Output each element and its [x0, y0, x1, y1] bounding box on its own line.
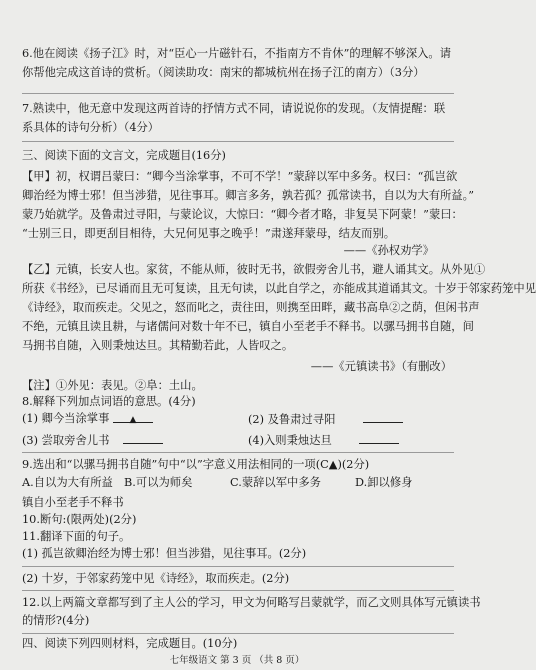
q8-answer-blank[interactable]	[359, 432, 399, 444]
q8-title: 8.解释下列加点词语的意思。(4分)	[22, 395, 196, 408]
q9-option-a: A.自以为大有所益	[22, 476, 113, 489]
divider	[22, 590, 454, 591]
q8-answer-blank[interactable]	[363, 411, 403, 423]
q12-line1: 12.以上两篇文章都写到了主人公的学习，甲文为何略写吕蒙就学，而乙文则具体写元镇读书	[22, 596, 481, 609]
q10-note-line: 镇自小至老手不释书	[22, 496, 124, 509]
jia-line: “士别三日，即更刮目相待，大兄何见事之晚乎！”肃遂拜蒙母，结友而别。	[22, 227, 396, 240]
jia-source: ——《孙权劝学》	[343, 244, 434, 257]
q11-title: 11.翻译下面的句子。	[22, 530, 131, 543]
divider	[22, 633, 454, 634]
q7-line1: 7.熟读中，他无意中发现这两首诗的抒情方式不同，请说说你的发现。（友情提醒：联	[22, 102, 446, 115]
q8-item1	[22, 411, 153, 427]
divider	[22, 141, 454, 142]
yi-line: 不绝，元镇且读且耕，与诸儒问对数十年不已，镇自小至老手不释书。以骡马拥书自随，间	[22, 320, 474, 333]
q9-option-d: D.卸以修身	[355, 476, 413, 489]
yi-line: 所获《书经》，已尽诵而且无可复读，且无句读，以此自学之，亦能成其道诵其文。十岁于邻家药笼中见	[22, 282, 536, 295]
q8-item3-text: (3) 尝取旁舍儿书	[22, 434, 110, 447]
jia-line: 【甲】初，权谓吕蒙曰：“卿今当涂掌事，不可不学！”蒙辞以军中多务。权曰：“孤岂欲	[22, 170, 458, 183]
yi-source: ——《元镇读书》（有删改）	[310, 360, 452, 373]
divider	[22, 566, 454, 567]
q9-option-c: C.蒙辞以军中多务	[230, 476, 321, 489]
q8-answer-blank[interactable]: ▲	[113, 411, 153, 423]
q8-item2-text: (2) 及鲁肃过寻阳	[248, 413, 336, 426]
q9-title: 9.选出和“以骡马拥书自随”句中“以”字意义用法相同的一项(C▲)(2分)	[22, 458, 370, 471]
q8-item2	[248, 411, 403, 428]
q11-item2: (2) 十岁，于邻家药笼中见《诗经》，取而疾走。(2分)	[22, 572, 290, 585]
q9-option-b: B.可以为师矣	[124, 476, 193, 489]
divider	[22, 452, 454, 453]
q7-line2: 系具体的诗句分析）（4分）	[22, 121, 160, 134]
q8-item4	[248, 432, 399, 449]
page-footer: 七年级语文 第 3 页 （共 8 页）	[169, 655, 305, 666]
yi-line: 《诗经》，取而疾走。父见之，怒而叱之，责往田，则携至田畔，藏书高阜②之荫，但闲书声	[22, 301, 480, 314]
yi-line: 【乙】元镇，长安人也。家贫，不能从师，彼时无书，欲假旁舍儿书，避人诵其文。从外见①	[22, 263, 486, 276]
q6-line1: 6.他在阅读《扬子江》时，对“臣心一片磁针石，不指南方不肯休”的理解不够深入。请	[22, 47, 452, 60]
q8-answer-blank[interactable]	[123, 432, 163, 444]
jia-line: 卿治经为博士邪！但当涉猎，见往事耳。卿言多务，孰若孤？孤常读书，自以为大有所益。”	[22, 189, 475, 202]
section4-title: 四、阅读下列四则材料，完成题目。(10分)	[22, 637, 238, 650]
q11-item1: (1) 孤岂欲卿治经为博士邪！但当涉猎，见往事耳。(2分)	[22, 547, 307, 560]
annotation-note: 【注】①外见：表见。②阜：土山。	[22, 379, 203, 392]
q8-item1-text: (1) 卿今当涂掌事	[22, 412, 110, 425]
q8-item3	[22, 432, 163, 449]
section3-title: 三、阅读下面的文言文，完成题目(16分)	[22, 149, 226, 162]
q6-line2: 你帮他完成这首诗的赏析。（阅读助攻：南宋的都城杭州在扬子江的南方）（3分）	[22, 66, 425, 79]
q8-item4-text: (4)入则秉烛达旦	[248, 434, 332, 447]
divider	[22, 93, 454, 94]
q10-title: 10.断句:(限两处)(2分)	[22, 513, 137, 526]
q12-line2: 的情形?(4分)	[22, 614, 90, 627]
yi-line: 马拥书自随，入则秉烛达旦。其精勤若此，人皆叹之。	[22, 339, 294, 352]
jia-line: 蒙乃始就学。及鲁肃过寻阳，与蒙论议，大惊曰：“卿今者才略，非复吴下阿蒙！”蒙曰：	[22, 208, 463, 221]
